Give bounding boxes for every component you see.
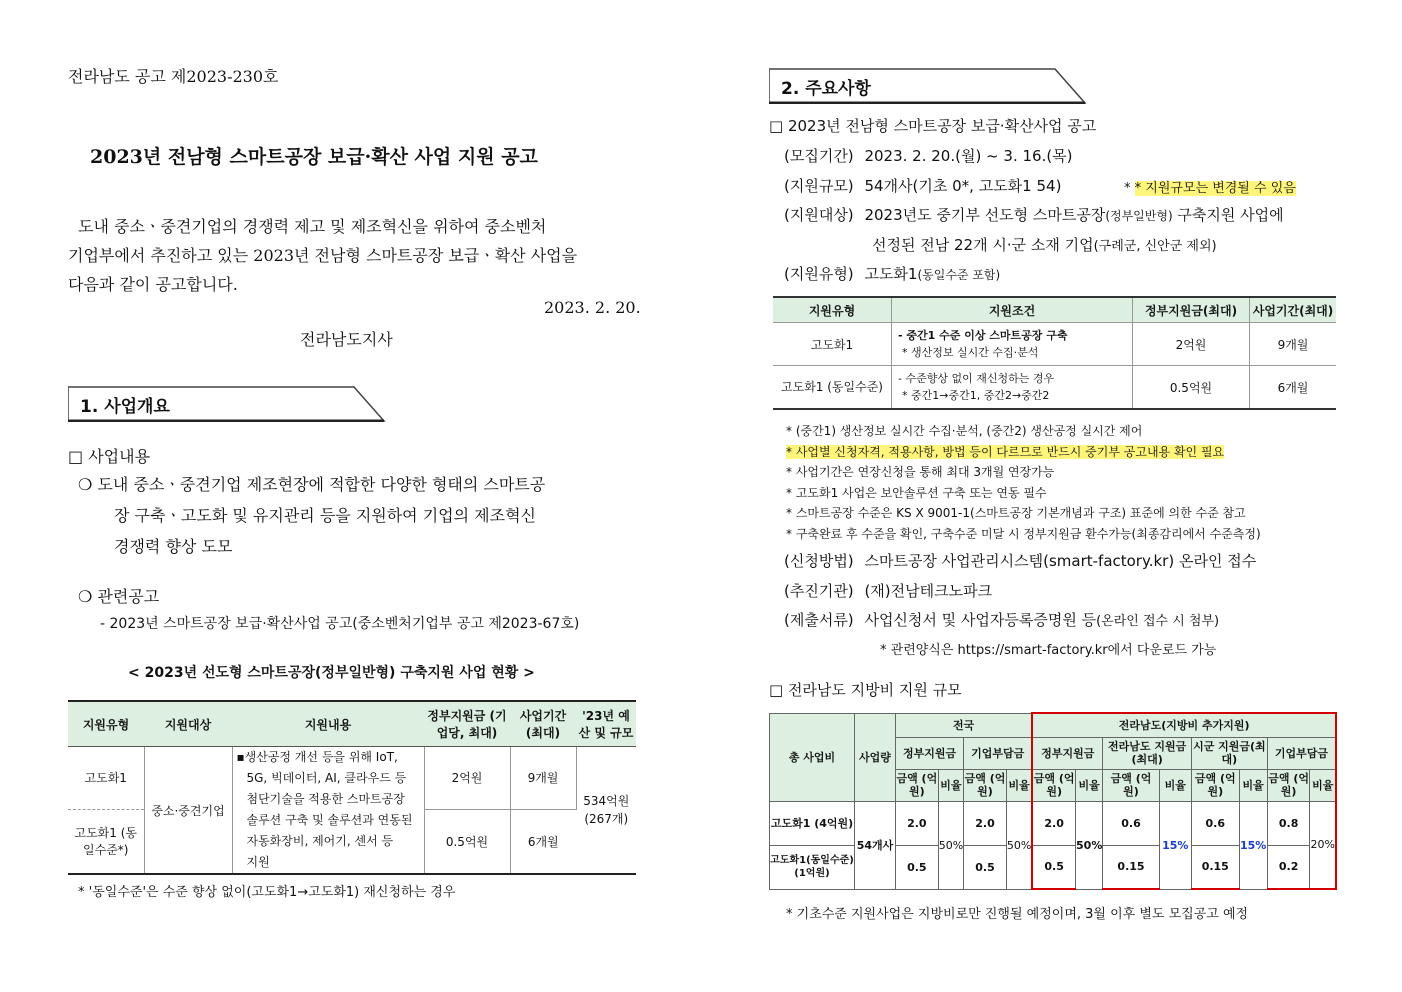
bottom-note: * 기초수준 지원사업은 지방비로만 진행될 예정이며, 3월 이후 별도 모집공고 예정 bbox=[786, 907, 1249, 922]
cell: 고도화1 bbox=[773, 323, 892, 366]
highlight: * 지원규모는 변경될 수 있음 bbox=[1134, 181, 1296, 196]
forms-note: * 관련양식은 https://smart-factory.kr에서 다운로드 가능 bbox=[880, 643, 1217, 658]
small: (구례군, 신안군 제외) bbox=[1093, 239, 1217, 254]
th: 비율 bbox=[1310, 769, 1336, 801]
value: 2023년도 중기부 선도형 스마트공장 bbox=[864, 206, 1106, 224]
th: 비율 bbox=[1076, 769, 1103, 801]
value: 2023. 2. 20.(월) ~ 3. 16.(목) bbox=[864, 147, 1073, 165]
th: 비율 bbox=[1239, 769, 1267, 801]
value: 고도화1 bbox=[864, 265, 918, 283]
intro-line: 도내 중소ㆍ중견기업의 경쟁력 제고 및 제조혁신을 위하여 중소벤처 bbox=[78, 217, 547, 236]
section1-header bbox=[68, 386, 386, 420]
related-notice: - 2023년 스마트공장 보급·확산사업 공고(중소벤처기업부 공고 제2023-67호) bbox=[100, 616, 580, 632]
content-line: 첨단기술을 적용한 스마트공장 bbox=[246, 792, 405, 806]
target-row bbox=[784, 204, 1284, 225]
th: 시군 지원금(최대) bbox=[1191, 737, 1267, 769]
section2-heading: 2. 주요사항 bbox=[781, 79, 871, 99]
cell: 고도화1 (동일수준) bbox=[773, 366, 892, 410]
section1-heading: 1. 사업개요 bbox=[80, 397, 170, 417]
th: 금액 (억원) bbox=[1103, 769, 1159, 801]
note: * 스마트공장 수준은 KS X 9001-1(스마트공장 기본개념과 구조) 표준에 의한 수준 참고 bbox=[786, 506, 1246, 521]
scale-note: * * 지원규모는 변경될 수 있음 bbox=[1124, 181, 1296, 196]
cell: 6개월 bbox=[1250, 366, 1337, 410]
th: 정부지원금(최대) bbox=[1133, 297, 1250, 323]
cond-line: * 생산정보 실시간 수집·분석 bbox=[902, 346, 1039, 359]
bullet-line: 경쟁력 향상 도모 bbox=[114, 537, 233, 556]
th: 정부지원금 bbox=[1032, 737, 1103, 769]
content-line: 5G, 빅데이터, AI, 클라우드 등 bbox=[246, 771, 407, 785]
bullet-line: ❍ 도내 중소ㆍ중견기업 제조현장에 적합한 다양한 형태의 스마트공 bbox=[78, 475, 546, 494]
th-budget: '23년 예산 및 규모 bbox=[576, 701, 636, 747]
value: 0.5 bbox=[964, 845, 1007, 889]
type-row bbox=[784, 263, 1000, 284]
th: 기업부담금 bbox=[1267, 737, 1336, 769]
label: (제출서류) bbox=[784, 611, 854, 629]
intro-line: 다음과 같이 공고합니다. bbox=[68, 275, 238, 294]
cond-line: - 중간1 수준 이상 스마트공장 구축 bbox=[898, 329, 1068, 342]
th: 전국 bbox=[896, 713, 1033, 737]
value: 2.0 bbox=[896, 801, 939, 845]
value: 2.0 bbox=[1032, 801, 1075, 845]
content-line: 솔루션 구축 및 솔루션과 연동된 bbox=[246, 813, 413, 827]
cell-condition bbox=[892, 323, 1133, 366]
th: 금액 (억원) bbox=[1191, 769, 1239, 801]
value: 0.8 bbox=[1267, 801, 1310, 845]
label: (신청방법) bbox=[784, 552, 854, 570]
th: 지원조건 bbox=[892, 297, 1133, 323]
cond-line: * 중간1→중간1, 중간2→중간2 bbox=[902, 389, 1050, 402]
row-name: 고도화1(동일수준) (1억원) bbox=[770, 845, 855, 889]
cell-budget: 534억원 (267개) bbox=[583, 794, 630, 826]
th-target: 지원대상 bbox=[144, 701, 232, 747]
cell-condition bbox=[892, 366, 1133, 410]
cell-grant: 0.5억원 bbox=[424, 809, 510, 874]
th: 전라남도 지원금(최대) bbox=[1103, 737, 1192, 769]
bullet-1 bbox=[78, 469, 638, 562]
note: * (중간1) 생산정보 실시간 수집·분석, (중간2) 생산공정 실시간 제어 bbox=[786, 424, 1143, 438]
th-type: 지원유형 bbox=[68, 701, 144, 747]
note: * 고도화1 사업은 보안솔루션 구축 또는 연동 필수 bbox=[786, 485, 1047, 500]
value: (재)전남테크노파크 bbox=[864, 582, 993, 600]
note: * 사업기간은 연장신청을 통해 최대 3개월 연장가능 bbox=[786, 465, 1055, 480]
cell-type: 고도화1 bbox=[68, 747, 144, 810]
ratio: 15% bbox=[1159, 801, 1191, 889]
value: 0.15 bbox=[1103, 845, 1159, 889]
value: 0.15 bbox=[1191, 845, 1239, 889]
intro-line: 기업부에서 추진하고 있는 2023년 전남형 스마트공장 보급ㆍ확산 사업을 bbox=[68, 246, 578, 265]
label: (모집기간) bbox=[784, 147, 854, 165]
content-line: 자동화장비, 제어기, 센서 등 bbox=[246, 834, 394, 848]
content-line: 지원 bbox=[246, 855, 270, 869]
th: 지원유형 bbox=[773, 297, 892, 323]
small: (온라인 접수 시 첨부) bbox=[1096, 614, 1220, 629]
period-row bbox=[784, 145, 1073, 166]
support-type-table bbox=[773, 296, 1336, 410]
value: 0.6 bbox=[1103, 801, 1159, 845]
th: 총 사업비 bbox=[770, 713, 855, 801]
cell-period: 9개월 bbox=[510, 747, 576, 810]
small: (동일수준 포함) bbox=[917, 268, 1001, 282]
note-highlight: * 사업별 신청자격, 적용사항, 방법 등이 다르므로 반드시 중기부 공고내용 확인 필요 bbox=[786, 444, 1225, 459]
value: 54개사(기초 0*, 고도화1 54) bbox=[864, 177, 1062, 195]
value: 선정된 전남 22개 시·군 소재 기업 bbox=[872, 236, 1094, 254]
page-title: 2023년 전남형 스마트공장 보급·확산 사업 지원 공고 bbox=[90, 146, 538, 168]
value: 구축지원 사업에 bbox=[1177, 206, 1284, 224]
bullet-2: ❍ 관련공고 bbox=[78, 587, 160, 606]
row-name: 고도화1 (4억원) bbox=[770, 801, 855, 845]
label: (지원유형) bbox=[784, 265, 854, 283]
notice-date: 2023. 2. 20. bbox=[544, 298, 641, 317]
cell: 9개월 bbox=[1250, 323, 1337, 366]
scale-row bbox=[784, 175, 1061, 196]
cond-line: - 수준향상 없이 재신청하는 경우 bbox=[898, 372, 1055, 385]
th: 비율 bbox=[1159, 769, 1191, 801]
cell-period: 6개월 bbox=[527, 834, 559, 849]
ratio: 50% bbox=[1076, 801, 1103, 889]
th: 정부지원금 bbox=[896, 737, 964, 769]
table-title: < 2023년 선도형 스마트공장(정부일반형) 구축지원 사업 현황 > bbox=[128, 665, 535, 681]
th-period: 사업기간 (최대) bbox=[510, 701, 576, 747]
value: 2.0 bbox=[964, 801, 1007, 845]
content-line: ▪생산공정 개선 등을 위해 IoT, bbox=[236, 750, 398, 764]
th: 금액 (억원) bbox=[1267, 769, 1310, 801]
notice-number: 전라남도 공고 제2023-230호 bbox=[68, 67, 279, 86]
note: * 구축완료 후 수준을 확인, 구축수준 미달 시 정부지원금 환수가능(최종감리에서 수준측정) bbox=[786, 526, 1261, 541]
current-status-table bbox=[68, 700, 636, 875]
cell-type: 고도화1 (동일수준*) bbox=[68, 809, 144, 874]
apply-row bbox=[784, 550, 1256, 571]
th: 비율 bbox=[938, 769, 963, 801]
org-row bbox=[784, 580, 992, 601]
docs-row bbox=[784, 609, 1219, 630]
small: (정부일반형) bbox=[1105, 209, 1173, 223]
label: (지원규모) bbox=[784, 177, 854, 195]
content-label: □ 사업내용 bbox=[68, 447, 151, 466]
th: 금액 (억원) bbox=[896, 769, 939, 801]
cell-grant: 2억원 bbox=[424, 747, 510, 810]
value: 0.6 bbox=[1191, 801, 1239, 845]
value: 0.5 bbox=[1032, 845, 1075, 889]
table-footnote: * '동일수준'은 수준 향상 없이(고도화1→고도화1) 재신청하는 경우 bbox=[78, 885, 456, 900]
issuer: 전라남도지사 bbox=[300, 330, 393, 349]
local-budget-table bbox=[769, 712, 1337, 890]
bullet-line: 장 구축ㆍ고도화 및 유지관리 등을 지원하여 기업의 제조혁신 bbox=[114, 506, 537, 525]
notes-list bbox=[786, 421, 1261, 545]
subsection-notice: □ 2023년 전남형 스마트공장 보급·확산사업 공고 bbox=[769, 117, 1097, 135]
th: 사업량 bbox=[855, 713, 896, 801]
subsection-local: □ 전라남도 지방비 지원 규모 bbox=[769, 681, 962, 699]
section2-header bbox=[769, 68, 1087, 102]
th: 비율 bbox=[1006, 769, 1032, 801]
value: 사업신청서 및 사업자등록증명원 등 bbox=[864, 611, 1097, 629]
cell-target: 중소·중견기업 bbox=[144, 747, 232, 875]
label: (추진기관) bbox=[784, 582, 854, 600]
th: 사업기간(최대) bbox=[1250, 297, 1337, 323]
th-grant: 정부지원금 (기업당, 최대) bbox=[424, 701, 510, 747]
target-row-2 bbox=[872, 234, 1217, 255]
ratio: 15% bbox=[1239, 801, 1267, 889]
th: 금액 (억원) bbox=[1032, 769, 1075, 801]
cell-content bbox=[232, 747, 424, 875]
intro-paragraph bbox=[68, 212, 636, 299]
ratio: 20% bbox=[1310, 801, 1336, 889]
cell: 0.5억원 bbox=[1133, 366, 1250, 410]
value: 스마트공장 사업관리시스템(smart-factory.kr) 온라인 접수 bbox=[864, 552, 1257, 570]
th: 금액 (억원) bbox=[964, 769, 1007, 801]
cell: 2억원 bbox=[1133, 323, 1250, 366]
ratio: 50% bbox=[938, 801, 963, 889]
ratio: 50% bbox=[1006, 801, 1032, 889]
th: 기업부담금 bbox=[964, 737, 1033, 769]
label: (지원대상) bbox=[784, 206, 854, 224]
value: 0.2 bbox=[1267, 845, 1310, 889]
value: 0.5 bbox=[896, 845, 939, 889]
th: 전라남도(지방비 추가지원) bbox=[1032, 713, 1336, 737]
th-content: 지원내용 bbox=[232, 701, 424, 747]
count: 54개사 bbox=[855, 801, 896, 889]
